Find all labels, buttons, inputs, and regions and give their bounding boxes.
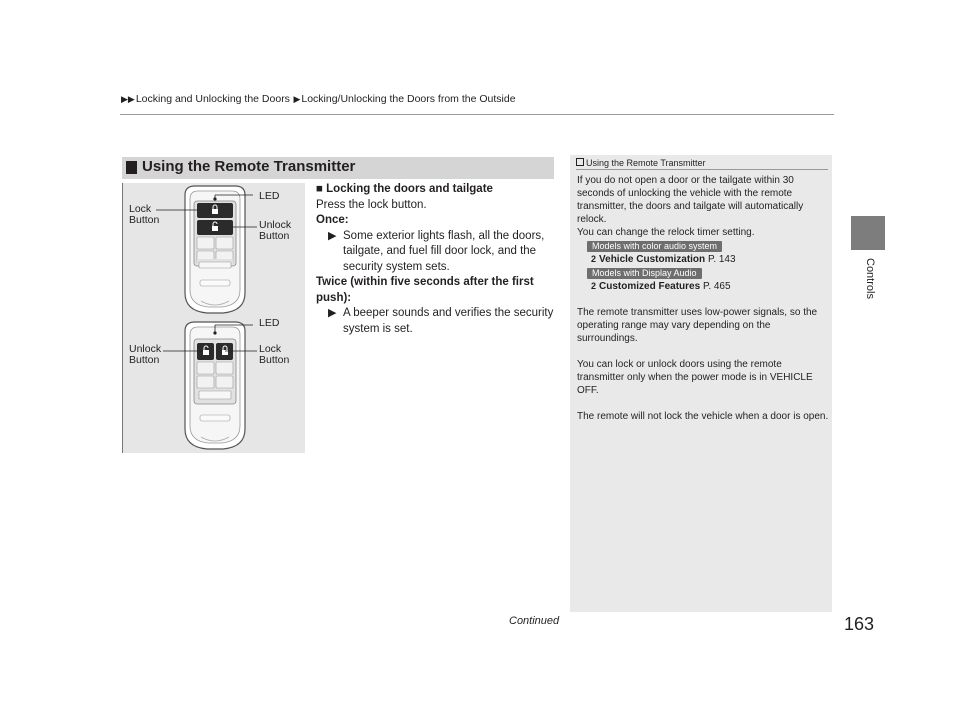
note-title: Using the Remote Transmitter xyxy=(576,158,706,168)
page-number: 163 xyxy=(844,614,875,634)
remote-transmitter-figure xyxy=(122,183,305,453)
result-arrow-icon: ▶ xyxy=(328,307,337,319)
reference-arrow-icon: 2 xyxy=(591,254,597,264)
model-badge: Models with Display Audio xyxy=(587,268,702,279)
breadcrumb xyxy=(120,93,516,105)
note-divider xyxy=(576,169,828,170)
cross-reference-link[interactable]: 2 Customized Features P. 465 xyxy=(591,281,731,292)
continued-label: Continued xyxy=(509,615,560,627)
once-description: ▶ Some exterior lights flash, all the doors, tailgate, and fuel fill door lock, and the security system sets. xyxy=(328,229,545,273)
section-banner xyxy=(122,157,554,179)
label-once: Once: xyxy=(316,214,349,226)
chapter-tab-label[interactable]: Controls xyxy=(864,258,876,299)
note-paragraph: You can change the relock timer setting. xyxy=(577,227,755,238)
key-fob-bottom-icon xyxy=(185,322,245,449)
result-arrow-icon: ▶ xyxy=(328,229,337,242)
label-top-lock-button: Lock Button xyxy=(129,203,160,226)
note-paragraph: The remote transmitter uses low-power signals, so the operating range may vary depending on the surroundings. xyxy=(577,307,818,344)
reference-arrow-icon: 2 xyxy=(591,281,597,291)
note-paragraph: You can lock or unlock doors using the remote transmitter only when the power mode is in VEHICLE OFF. xyxy=(577,359,813,396)
breadcrumb-item-2[interactable]: Locking/Unlocking the Doors from the Outside xyxy=(301,93,516,105)
label-top-led: LED xyxy=(259,190,280,202)
note-icon xyxy=(576,158,584,166)
label-top-unlock-button: Unlock Button xyxy=(259,219,292,242)
label-bottom-unlock-button: Unlock Button xyxy=(129,343,162,366)
note-body xyxy=(577,174,831,423)
label-bottom-led: LED xyxy=(259,317,280,329)
main-instructions xyxy=(316,182,556,337)
header-divider xyxy=(120,114,834,115)
subheading-locking: ■ Locking the doors and tailgate xyxy=(316,183,493,195)
instruction-intro: Press the lock button. xyxy=(316,198,427,211)
note-paragraph: If you do not open a door or the tailgate within 30 seconds of unlocking the vehicle with the remote transmitter, the doors and tailgate will automatically relock. xyxy=(577,175,804,225)
twice-description: ▶ A beeper sounds and verifies the security system is set. xyxy=(328,307,554,335)
section-square-icon xyxy=(126,161,137,174)
breadcrumb-arrow-icon: ▶▶ xyxy=(121,94,135,104)
chapter-tab-marker xyxy=(851,216,885,250)
breadcrumb-arrow-icon: ▶ xyxy=(290,94,301,104)
side-note xyxy=(570,155,832,612)
breadcrumb-item-1[interactable]: Locking and Unlocking the Doors xyxy=(135,93,290,105)
key-fob-top-icon xyxy=(185,186,245,313)
note-paragraph: The remote will not lock the vehicle when a door is open. xyxy=(577,411,829,422)
cross-reference-link[interactable]: 2 Vehicle Customization P. 143 xyxy=(591,254,736,265)
label-twice: Twice (within five seconds after the first push): xyxy=(316,276,534,304)
model-badge: Models with color audio system xyxy=(587,241,722,252)
label-bottom-lock-button: Lock Button xyxy=(259,343,290,366)
section-title: Using the Remote Transmitter xyxy=(142,158,356,175)
